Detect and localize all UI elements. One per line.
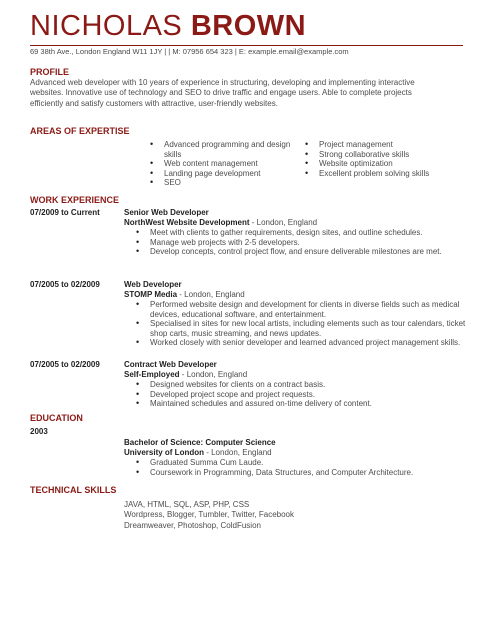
skills-line: Dreamweaver, Photoshop, ColdFusion (124, 520, 261, 530)
job-title: Senior Web Developer (124, 208, 209, 217)
expertise-item: • Project management (305, 140, 465, 150)
last-name: BROWN (190, 10, 307, 42)
job-bullet: • Develop concepts, control project flow, and ensure deliverable milestones are met. (136, 247, 469, 257)
expertise-column-right (305, 140, 465, 178)
job-entry (124, 208, 469, 257)
education-entry (124, 438, 469, 477)
degree: Bachelor of Science: Computer Science (124, 438, 276, 447)
profile-heading: PROFILE (30, 67, 70, 77)
education-heading: EDUCATION (30, 413, 83, 423)
school-name: University of London (124, 448, 204, 457)
expertise-item: • Website optimization (305, 159, 465, 169)
job-bullet: • Specialised in sites for new local artists, including elements such as tour calendars, ticket shop carts, music streaming, and news updates. (136, 319, 469, 338)
expertise-item: • Excellent problem solving skills (305, 169, 465, 179)
job-bullet: • Developed project scope and project requests. (136, 390, 469, 400)
work-heading: WORK EXPERIENCE (30, 195, 120, 205)
expertise-item: • Strong collaborative skills (305, 150, 465, 160)
school-line (124, 448, 469, 458)
job-company: NorthWest Website Development (124, 218, 250, 227)
job-location: - London, England (249, 218, 318, 227)
job-dates: 07/2009 to Current (30, 208, 100, 217)
job-bullet: • Designed websites for clients on a contract basis. (136, 380, 469, 390)
job-bullet: • Manage web projects with 2-5 developers. (136, 238, 469, 248)
skills-line: Wordpress, Blogger, Tumbler, Twitter, Facebook (124, 510, 295, 520)
skills-list (124, 500, 469, 531)
skills-heading: TECHNICAL SKILLS (30, 485, 117, 495)
education-year: 2003 (30, 427, 48, 436)
job-title: Web Developer (124, 280, 182, 289)
first-name: NICHOLAS (30, 10, 183, 42)
job-location: - London, England (179, 370, 248, 379)
job-company: STOMP Media (124, 290, 178, 299)
header-divider (30, 45, 463, 46)
job-bullet: • Maintained schedules and assured on-time delivery of content. (136, 399, 469, 409)
expertise-heading: AREAS OF EXPERTISE (30, 126, 130, 136)
candidate-name (30, 8, 306, 44)
job-dates: 07/2005 to 02/2009 (30, 360, 100, 369)
job-entry (124, 360, 469, 409)
school-location: - London, England (204, 448, 272, 457)
expertise-item: • Web content management (150, 159, 295, 169)
job-bullet: • Meet with clients to gather requirements, design sites, and outline schedules. (136, 228, 469, 238)
job-bullet: • Worked closely with senior developer and learned advanced project management skills. (136, 338, 469, 348)
job-bullet: • Performed website design and development for clients in diverse fields such as medical devices, educational software, and entertainment. (136, 300, 469, 319)
job-company-line (124, 218, 469, 228)
job-company-line (124, 370, 469, 380)
education-bullet: • Graduated Summa Cum Laude. (136, 458, 469, 468)
expertise-item: • SEO (150, 178, 295, 188)
education-bullet: • Coursework in Programming, Data Structures, and Computer Architecture. (136, 468, 469, 478)
contact-line: 69 38th Ave., London England W11 1JY | | M: 07956 654 323 | E: example.email@example.com (30, 47, 349, 56)
expertise-item: • Advanced programming and design skills (150, 140, 295, 159)
job-company-line (124, 290, 469, 300)
job-title: Contract Web Developer (124, 360, 217, 369)
job-company: Self-Employed (124, 370, 180, 379)
job-entry (124, 280, 469, 348)
skills-line: JAVA, HTML, SQL, ASP, PHP, CSS (124, 500, 250, 509)
job-dates: 07/2005 to 02/2009 (30, 280, 100, 289)
expertise-column-left (150, 140, 295, 188)
expertise-item: • Landing page development (150, 169, 295, 179)
profile-text: Advanced web developer with 10 years of experience in structuring, developing and implementing interactive websites. Innovative use of technology and SEO to drive traffic and engage users. Able to complete projects efficiently and satisfy customers with attractive, user-friendly websites. (30, 78, 415, 108)
job-location: - London, England (177, 290, 245, 299)
